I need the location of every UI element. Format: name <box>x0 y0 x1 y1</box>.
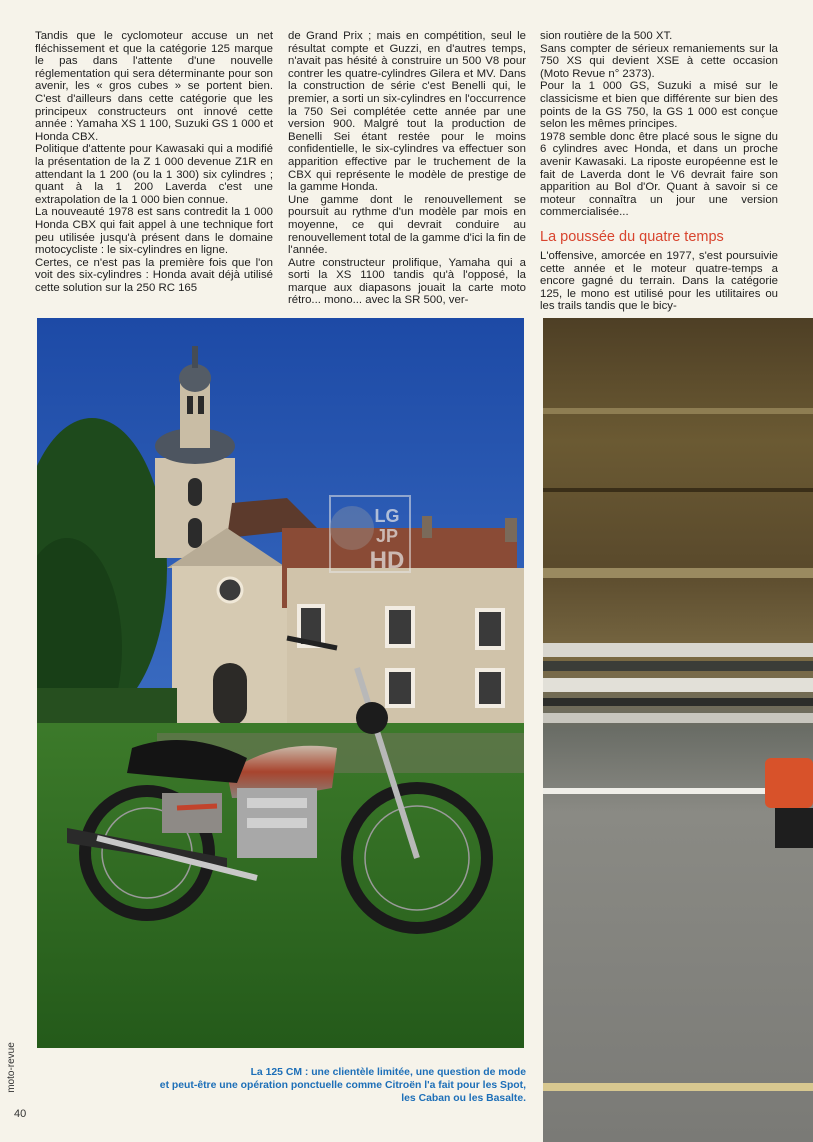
paragraph: de Grand Prix ; mais en compétition, seul le résultat compte et Guzzi, en d'autres temps, n'avait pas hésité à construire un 500 V8 pour contrer les quatre-cylindres Gilera et MV. Dans la construction de série c'est Benelli qui, le premier, a sorti un six-cylindres en l'occurrence la 750 Sei complétée cette année par une version 900. Malgré tout la production de Benelli Sei étant restée pour le moins confidentielle, le six-cylindres va effectuer son apparition effective par le truchement de la CBX qui représente le modèle de prestige de la gamme Honda. <box>288 30 526 194</box>
paragraph: sion routière de la 500 XT. <box>540 30 673 42</box>
motorcycle-photo <box>37 318 524 1048</box>
watermark-line-1: LG <box>374 506 400 526</box>
magazine-label <box>6 1040 22 1100</box>
paragraph: Sans compter de sérieux remaniements sur la 750 XS qui devient XSE à cette occasion (Moto Revue n° 2373). <box>540 42 778 80</box>
article-column-2 <box>288 30 526 307</box>
article-column-1 <box>35 30 273 294</box>
motion-blur-photo <box>543 318 813 1142</box>
page-number: 40 <box>14 1108 27 1120</box>
paragraph: 1978 semble donc être placé sous le signe du 6 cylindres avec Honda, et dans un proche avenir Kawasaki. La riposte européenne est le fait de Laverda dont le V6 devrait faire son apparition au Bol d'Or. Quant à savoir si ce moteur connaîtra un jour une version commercialisée... <box>540 130 778 219</box>
paragraph: L'offensive, amorcée en 1977, s'est poursuivie cette année et le moteur quatre-temps a encore gagné du terrain. Dans la catégorie 125, le mono est utilisé pour les utilitaires ou les trails tandis que le bicy- <box>540 249 778 313</box>
watermark-line-2: JP <box>375 526 399 546</box>
paragraph: Une gamme dont le renouvellement se poursuit au rythme d'un modèle par mois en moyenne, ce qui devrait conduire au renouvellement total de la gamme d'ici la fin de l'année. <box>288 193 526 257</box>
paragraph: Certes, ce n'est pas la première fois que l'on voit des six-cylindres : Honda avait déjà utilisé cette solution sur la 250 RC 165 <box>35 256 273 294</box>
caption-line: La 125 CM : une clientèle limitée, une question de mode <box>250 1067 526 1078</box>
photo-caption <box>100 1066 526 1105</box>
caption-line: et peut-être une opération ponctuelle comme Citroën l'a fait pour les Spot, <box>159 1080 526 1091</box>
section-subheading: La poussée du quatre temps <box>540 228 724 245</box>
paragraph: Politique d'attente pour Kawasaki qui a modifié la présentation de la Z 1 000 devenue Z1R en attendant la 1 200 (ou la 1 300) six cylindres ; quant à la 1 200 Laverda c'est une extrapolation de la 1 000 bien connue. <box>35 143 273 206</box>
paragraph: Pour la 1 000 GS, Suzuki a misé sur le classicisme et bien que différente sur bien des points de la GS 750, la GS 1 000 est conçue selon les mêmes principes. <box>540 80 778 131</box>
paragraph: La nouveauté 1978 est sans contredit la 1 000 Honda CBX qui fait appel à une technique fort peu utilisée jusqu'à présent dans le domaine motocycliste : le six-cylindres en ligne. <box>35 206 273 257</box>
motorcycle-chapel-illustration <box>37 318 524 1048</box>
article-column-3 <box>540 30 778 313</box>
paragraph: Autre constructeur prolifique, Yamaha qui a sorti la XS 1100 tandis qu'à l'opposé, la marque aux diapasons jouait la carte moto rétro... mono... avec la SR 500, ver- <box>288 256 526 307</box>
paragraph: Tandis que le cyclomoteur accuse un net fléchissement et que la catégorie 125 marque le pas dans l'attente d'une nouvelle réglementation qui sera déterminante pour son avenir, les « gros cubes » se portent bien. C'est d'ailleurs dans cette catégorie que les principeux constructeurs ont innové cette année : Yamaha XS 1 100, Suzuki GS 1 000 et Honda CBX. <box>35 30 273 143</box>
watermark-line-3: HD <box>369 547 405 574</box>
magazine-name: moto-revue <box>5 1042 17 1093</box>
motion-blur-illustration <box>543 318 813 1142</box>
caption-line: les Caban ou les Basalte. <box>401 1093 526 1104</box>
